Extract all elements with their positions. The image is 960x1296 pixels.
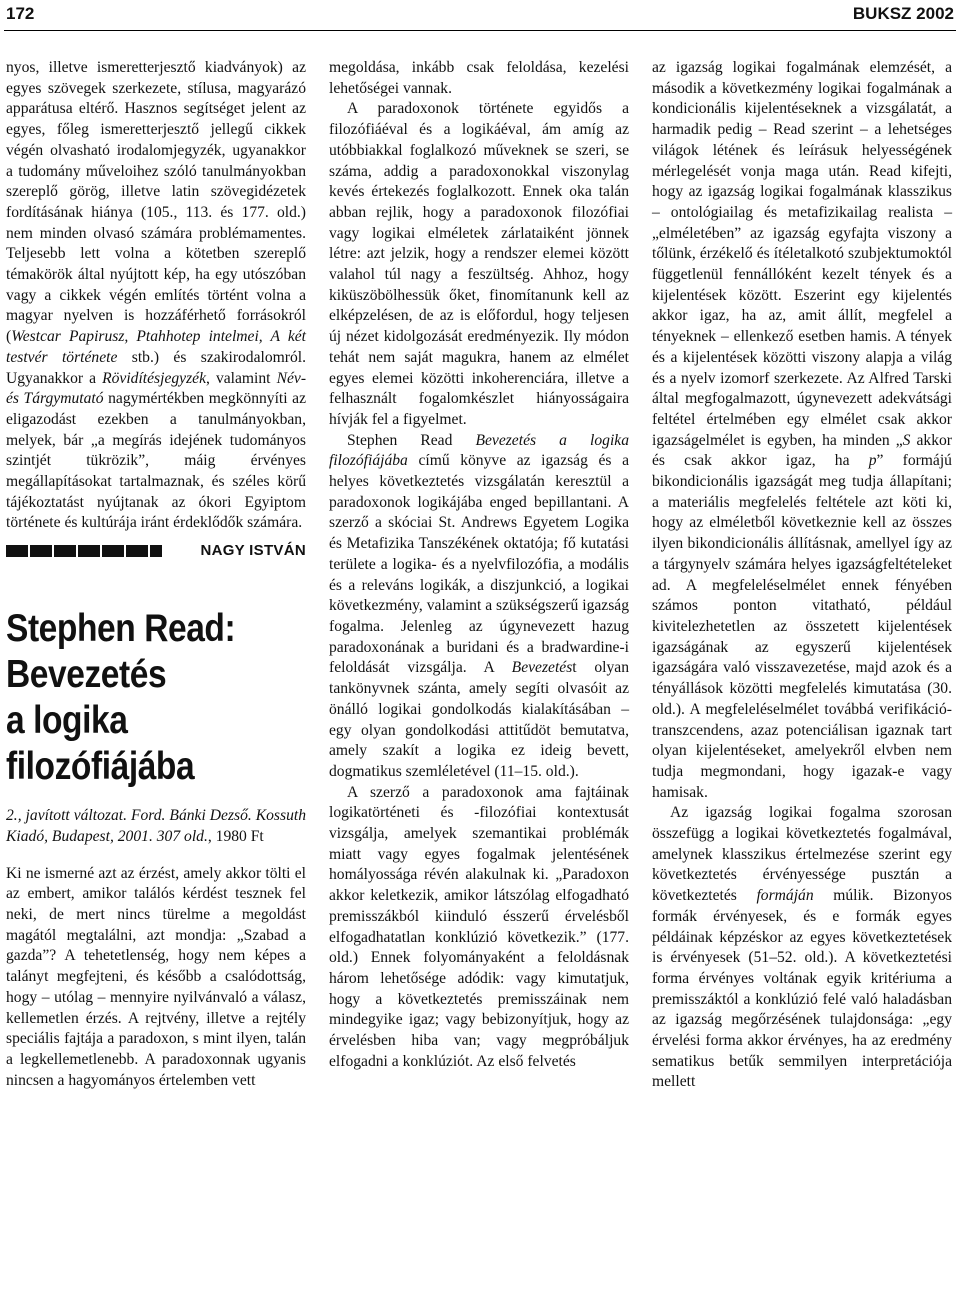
paragraph: az igazság logikai fogalmának elemzését, a második a következmény logikai fogalmának a kondicionális kijelentéseknek a vizsgálatát, a harmadik pedig – Read szerint – a lehetséges világok létének és leírásuk helyességének mérlegelését vonja maga után. Read kifejti, hogy az igazság logikai fogalmának klasszikus – ontológiailag és metafizikailag realista – „elméletében” az igazság egyfajta viszony a tőlünk, érzékelő és ítéletalkotó szubjektumoktól függetlenül fennállóként kezelt tények és a kijelentések között. Eszerint egy kijelentés akkor igaz, ha az, amit állít, megfelel a tényeknek – ellenkező esetben hamis. A tények és a kijelentések közötti viszony alapja a világ és a nyelv izomorf szerkezete. Az Alfred Tarski által megfogalmazott, úgynevezett adekvátsági feltétel értelmében egy elmélet csak akkor igazságelmélet is egyben, ha minden „S akkor és csak akkor igaz, ha p” formájú bikondicionális igazságát meg tudja állapítani; a materiális megfelelés feltétele azt köti ki, hogy az elméletből következnie kell az összes ilyen bikondicionális állításnak, amellyel így az a tárgynyelv számára helyes igazságfeltételeket ad. A megfeleléselmélet ennek fényében számos ponton vitatható, például kivitelezhetetlen az összetett kijelentések igazságának az egyszerű kijelentések igazságára való visszavezetése, majd azok és a tényállások közötti megfelelés kimutatása (30. old.). A megfeleléselmélet továbbá verifikáció-transzcendens, azaz potenciálisan igaznak tart olyan kijelentéseket, amelyekről elvben nem tudja megmondani, hogy igazak-e vagy hamisak.: [652, 59, 952, 801]
column-right: [652, 58, 952, 1093]
column-left: [6, 58, 306, 1091]
page-header: [0, 0, 960, 34]
column-middle: [329, 58, 629, 1072]
book-metadata: 2., javított változat. Ford. Bánki Dezső. Kossuth Kiadó, Budapest, 2001. 307 old., 1980 Ft: [6, 807, 306, 845]
review-paragraph: nyos, illetve ismeretterjesztő kiadványok) az egyes szövegek szerkezete, stílusa, magyarázó apparátusa eltérő. Hasznos segítséget jelent az egyes, főleg ismeretterjesztő jellegű cikkek végén olvasható irodalomjegyzék, ugyanakkor a tudomány műveloihez szóló tanulmányokban szereplő görög, illetve latin szövegidézetek fordításának hiánya (105., 113. és 177. old.) nem minden olvasó számára problémamentes. Teljesebb lett volna a kötetben szereplő témakörök által nyújtott kép, ha egy utószóban vagy a cikkek végén említés történt volna a magyar nyelven is hozzáférhető forrásokról (Westcar Papirusz, Ptahhotep intelmei, A két testvér története stb.) és szakirodalomról. Ugyanakkor a Rövidítésjegyzék, valamint Név- és Tárgymutató nagymértékben megkönnyíti az eligazodást ezekben a tanulmányokban, melyek, bár „a megírás idejének tudományos szintjét tükrözik”, máig érvényes megállapításokat tartalmaznak, és széles körű tájékoztatást nyújtanak az ókori Egyiptom története és kultúrája iránt érdeklődők számára.: [6, 59, 307, 532]
header-rule: [4, 30, 956, 31]
paragraph: megoldása, inkább csak feloldása, kezelési lehetőségei vannak.: [329, 59, 629, 97]
review-opening-paragraph: Ki ne ismerné azt az érzést, amely akkor tölti el az embert, amikor találós kérdést tesznek fel neki, de mert nincs türelme a megoldást magától megtalálni, azt mondja: „Szabad a gazda”? A tehetetlenség, hogy nem képes a talányt megfejteni, és később a csalódottság, hogy – utólag – mennyire nyilvánvaló a válasz, kellemetlen érzés. A rejtvény, illetve a rejtély speciális fajtája a paradoxon, s mint ilyen, talán a legkellemetlenebb. A paradoxonnak ugyanis nincsen a hagyományos értelemben vett: [6, 864, 306, 1089]
signature-bar: [6, 545, 162, 557]
paragraph: A paradoxonok története egyidős a filozófiáéval és a logikáéval, ám amíg az utóbbiakkal foglalkozó műveknek se szeri, se száma, addig a paradoxonokkal viszonylag kevés értekezés foglalkozott. Ennek oka talán abban rejlik, hogy a paradoxonok filozófiai vagy logikai elméletek zárlataiként jönnek létre: azt jelzik, hogy a rendszer elemei között valahol túl nagy a feszültség. Ahhoz, hogy kiküszöbölhessük őket, finomítanunk kell az elképzelésen, de az is előfordul, hogy teljesen új nézet kidolgozását eredményezik. Ily módon tehát nem saját magukra, hanem az elmélet egyes elemei közötti inkoherenciára, illetve a felhasznált fogalomkészlet hiányosságaira hívják fel a figyelmet.: [329, 100, 629, 428]
paragraph: Az igazság logikai fogalma szorosan összefügg a logikai következtetés fogalmával, amelynek klasszikus értelmezése szerint egy következtetés érvényessége pusztán a következtetés formáján múlik. Bizonyos formák érvényesek, és e formák egyes példáinak képzéskor az egyes következtetések is érvényesek (51–52. old.). A következtetési forma érvényes voltának egyik kritériuma a premisszáktól a konklúzió felé való haladásban az igazság megőrzésének tulajdonsága: „egy érvelési forma akkor érvényes, ha az eredmény sematikus betűk semmilyen interpretációja mellett: [652, 804, 952, 1091]
author-name: NAGY ISTVÁN: [200, 541, 306, 559]
page-number: 172: [6, 4, 35, 23]
book-title: Stephen Read: Bevezetés a logika filozófiájába: [6, 607, 236, 789]
review-signature: [6, 540, 306, 562]
paragraph: Stephen Read Bevezetés a logika filozófiájába című könyve az igazság és a helyes következtetés vizsgálatán keresztül a paradoxonok logikájába enged bepillantani. A szerző a skóciai St. Andrews Egyetem Logika és Metafizika Tanszékének oktatója; fő kutatási területe a logika- és a nyelvfilozófia, a modális és a releváns logikák, a diszjunkció, a logikai következmény, valamint a szükségszerű igazság fogalma. Jelenleg az úgynevezett hazug paradoxonának a buridani és a bradwardine-i feloldását vizsgálja. A Bevezetést olyan tankönyvnek szánta, amely segíti olvasóit az önálló logikai gondolkodás kialakításában – egy olyan gondolkodási attitűdöt bemutatva, amely szakít a logika ez ideig bevett, dogmatikus szemléletével (11–15. old.).: [329, 431, 629, 780]
journal-name: BUKSZ 2002: [852, 4, 954, 23]
paragraph: A szerző a paradoxonok ama fajtáinak logikatörténeti és -filozófiai kontextusát vizsgálja, amelyek szemantikai problémák miatt vagy egyes fogalmak jelentésének homályossága révén alakulnak ki. „Paradoxon akkor keletkezik, amikor látszólag elfogadható premisszákból kiinduló ésszerű érvelésből elfogadhatatlan konklúzió következik.” (177. old.) Ennek folyományaként a feloldásnak három lehetősége adódik: vagy kimutatjuk, hogy a következtetés premisszáinak nem mindegyike igaz; vagy bebizonyítjuk, hogy az érvelésben hiba van; vagy megpróbáljuk elfogadni a konklúziót. Az első felvetés: [329, 783, 629, 1070]
